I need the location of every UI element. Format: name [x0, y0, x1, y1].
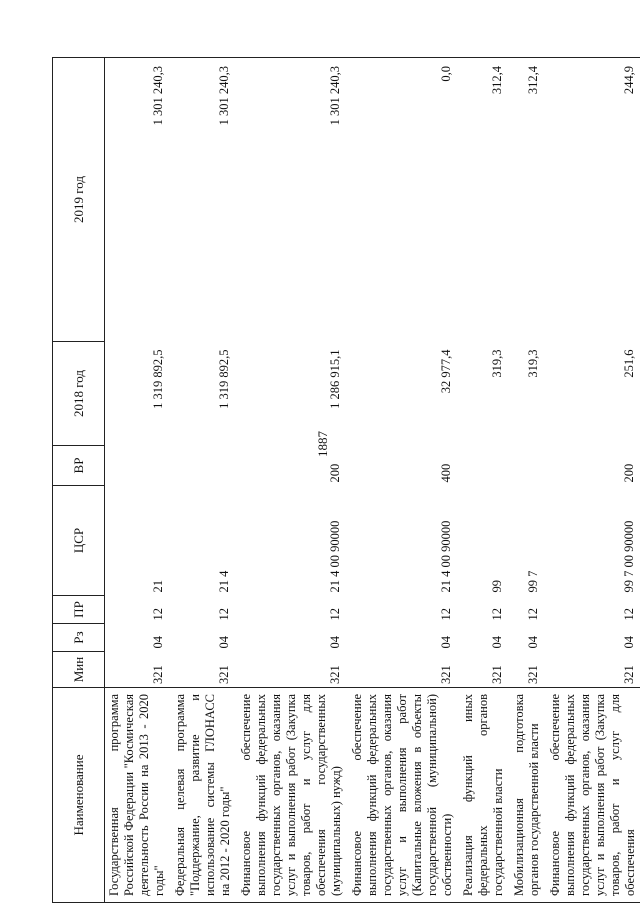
row-vr: 400: [439, 463, 453, 483]
row-min: 321: [328, 665, 342, 684]
row-2018: 319,3: [526, 349, 540, 378]
row-rz: 04: [105, 624, 170, 652]
header-pr: ПР: [53, 596, 105, 624]
page-number: 1887: [315, 431, 330, 457]
row-pr: 12: [217, 608, 231, 621]
row-2018: 319,3: [490, 349, 504, 378]
table-row: [544, 58, 640, 903]
table-row: [235, 58, 346, 903]
row-min: 321: [439, 665, 453, 684]
row-name: Федеральная целевая программа "Поддержание, развитие и использование системы ГЛОНАСС на 2012 - 2020 годы": [169, 688, 235, 903]
table-row: [169, 58, 235, 903]
row-2019: 1 301 240,3: [105, 58, 170, 342]
header-name: Наименование: [53, 688, 105, 903]
row-pr: 12: [439, 608, 453, 621]
header-2018: 2018 год: [53, 342, 105, 446]
row-rz: 04: [217, 636, 231, 649]
row-min: 321: [217, 665, 231, 684]
table-row: [346, 58, 457, 903]
row-pr: 12: [490, 608, 504, 621]
header-row: [53, 58, 105, 903]
row-rz: 04: [490, 636, 504, 649]
row-vr: [508, 446, 544, 486]
row-2019: 312,4: [508, 58, 544, 342]
row-csr: 99 7 00 90000: [622, 520, 636, 593]
row-pr: 12: [526, 608, 540, 621]
row-pr: 12: [622, 608, 636, 621]
row-2018: 1 319 892,5: [105, 342, 170, 446]
table-row: [457, 58, 508, 903]
row-rz: 04: [526, 636, 540, 649]
row-2019: 1 301 240,3: [169, 58, 235, 342]
row-name: Государственная программа Российской Федерации "Космическая деятельность России на 2013 - 2020 годы": [105, 688, 170, 903]
row-2019: 312,4: [457, 58, 508, 342]
row-min: 321: [490, 665, 504, 684]
row-csr: 99: [490, 580, 504, 593]
row-min: 321: [622, 665, 636, 684]
row-pr: 12: [105, 596, 170, 624]
row-vr: [457, 446, 508, 486]
row-vr: 200: [328, 463, 342, 483]
row-pr: 12: [328, 608, 342, 621]
row-2019: 0,0: [346, 58, 457, 342]
row-2019: 244,9: [544, 58, 640, 342]
row-rz: 04: [439, 636, 453, 649]
row-rz: 04: [328, 636, 342, 649]
row-name: Финансовое обеспечение выполнения функций федеральных государственных органов, оказания услуг и выполнения работ (Капитальные вложения в объекты государственной (муниципальной) собственности): [346, 688, 457, 903]
budget-table: [52, 57, 640, 903]
row-vr: 200: [622, 463, 636, 483]
row-2019: 1 301 240,3: [235, 58, 346, 342]
row-name: Финансовое обеспечение выполнения функций федеральных государственных органов, оказания услуг и выполнения работ (Закупка товаров, работ и услуг для обеспечения: [544, 688, 640, 903]
row-rz: 04: [622, 636, 636, 649]
row-csr: 99 7: [526, 570, 540, 593]
row-vr: [105, 446, 170, 486]
header-vr: ВР: [53, 446, 105, 486]
row-min: 321: [105, 652, 170, 688]
header-csr: ЦСР: [53, 486, 105, 596]
header-2019: 2019 год: [53, 58, 105, 342]
rotated-table-container: [52, 58, 637, 903]
table-row: [105, 58, 170, 903]
row-2018: 1 319 892,5: [217, 349, 231, 409]
row-csr: 21 4 00 90000: [439, 520, 453, 593]
row-csr: 21: [105, 486, 170, 596]
header-min: Мин: [53, 652, 105, 688]
row-name: Реализация функций иных федеральных органов государственной власти: [457, 688, 508, 903]
row-min: 321: [526, 665, 540, 684]
row-csr: 21 4: [217, 570, 231, 593]
row-2018: 1 286 915,1: [328, 349, 342, 409]
header-rz: Рз: [53, 624, 105, 652]
row-name: Мобилизационная подготовка органов государственной власти: [508, 688, 544, 903]
row-csr: 21 4 00 90000: [328, 520, 342, 593]
row-name: Финансовое обеспечение выполнения функций федеральных государственных органов, оказания услуг и выполнения работ (Закупка товаров, работ и услуг для обеспечения государственных (муниципальных) нужд): [235, 688, 346, 903]
table-row: [508, 58, 544, 903]
row-2018: 32 977,4: [439, 349, 453, 394]
row-2018: 251,6: [622, 349, 636, 378]
row-vr: [169, 446, 235, 486]
